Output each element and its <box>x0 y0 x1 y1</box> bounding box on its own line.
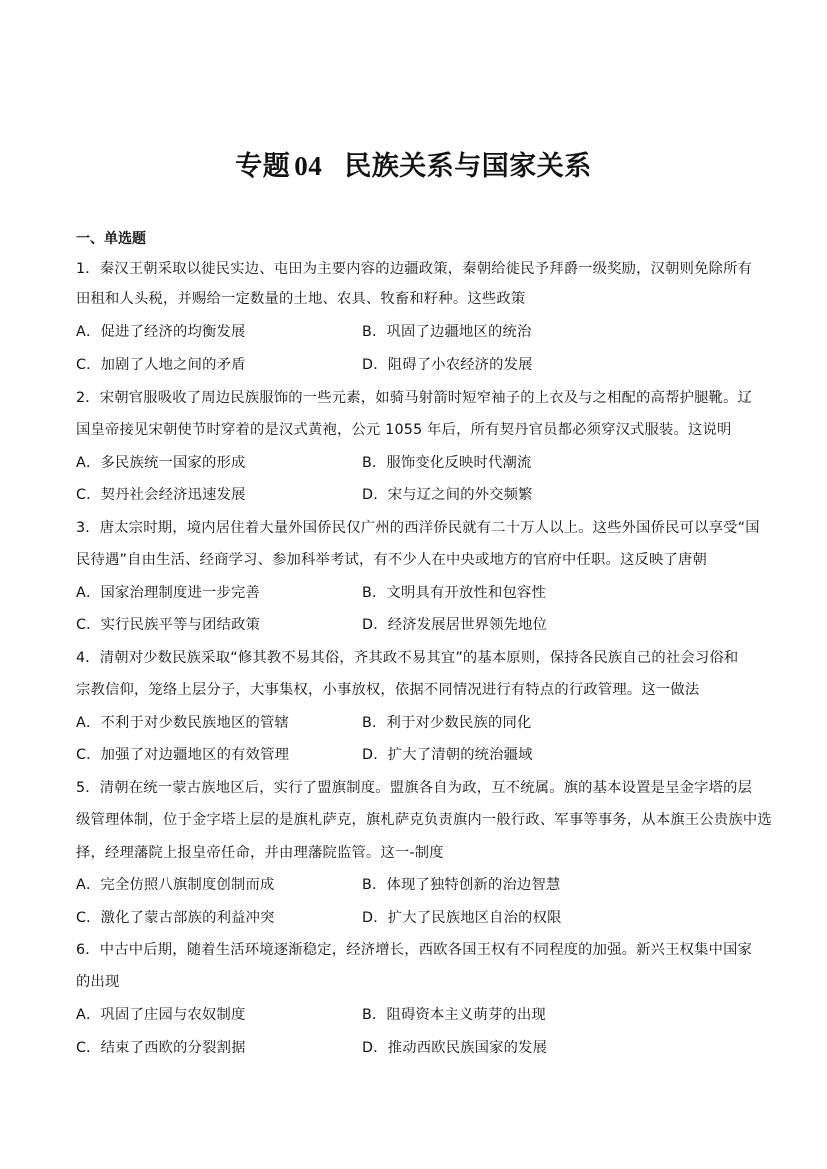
question-2-option-d: D．宋与辽之间的外交频繁 <box>362 487 533 503</box>
question-3-line-1: 3．唐太宗时期，境内居住着大量外国侨民仅广州的西洋侨民就有二十万人以上。这些外国侨民可以享受“国 <box>76 520 760 536</box>
question-1-line-2: 田租和人头税，并赐给一定数量的土地、农具、牧畜和籽种。这些政策 <box>76 291 526 307</box>
question-6-option-d: D．推动西欧民族国家的发展 <box>362 1040 548 1056</box>
question-5-line-1: 5．清朝在统一蒙古族地区后，实行了盟旗制度。盟旗各自为政，互不统属。旗的基本设置是呈金字塔的层 <box>76 780 753 796</box>
question-1-option-c: C．加剧了人地之间的矛盾 <box>76 357 246 373</box>
question-2-line-2: 国皇帝接见宋朝使节时穿着的是汉式黄袍，公元 1055 年后，所有契丹官员都必须穿汉式服装。这说明 <box>76 422 732 438</box>
question-1-option-d: D．阻碍了小农经济的发展 <box>362 357 533 373</box>
question-5-line-2: 级管理体制，位于金字塔上层的是旗札萨克，旗札萨克负责旗内一般行政、军事等事务，从本旗王公贵族中选 <box>76 812 772 828</box>
question-2-option-b: B．服饰变化反映时代潮流 <box>362 455 532 471</box>
question-5-line-3: 择，经理藩院上报皇帝任命，并由理藩院监管。这一-制度 <box>76 845 444 861</box>
question-1-option-a: A．促进了经济的均衡发展 <box>76 324 246 340</box>
question-3-option-d: D．经济发展居世界领先地位 <box>362 617 548 633</box>
question-6-line-2: 的出现 <box>76 974 120 990</box>
question-3-line-2: 民待遇”自由生活、经商学习、参加科举考试，有不少人在中央或地方的官府中任职。这反映了唐朝 <box>76 552 707 568</box>
title-prefix: 专题 <box>235 151 291 182</box>
question-5-option-c: C．激化了蒙古部族的利益冲突 <box>76 910 275 926</box>
question-3-option-a: A．国家治理制度进一步完善 <box>76 585 260 601</box>
question-4-option-b: B．利于对少数民族的同化 <box>362 715 532 731</box>
question-5-option-a: A．完全仿照八旗制度创制而成 <box>76 877 275 893</box>
question-4-option-c: C．加强了对边疆地区的有效管理 <box>76 747 290 763</box>
question-2-option-a: A．多民族统一国家的形成 <box>76 455 246 471</box>
question-4-line-2: 宗教信仰，笼络上层分子，大事集权，小事放权，依据不同情况进行有特点的行政管理。这一做法 <box>76 682 700 698</box>
question-3-option-c: C．实行民族平等与团结政策 <box>76 617 261 633</box>
question-4-option-a: A．不利于对少数民族地区的管辖 <box>76 715 289 731</box>
section-heading: 一、单选题 <box>76 231 146 247</box>
question-2-line-1: 2．宋朝官服吸收了周边民族服饰的一些元素，如骑马射箭时短窄袖子的上衣及与之相配的高帮护腿靴。辽 <box>76 390 753 406</box>
question-6-option-a: A．巩固了庄园与农奴制度 <box>76 1007 246 1023</box>
question-5-option-d: D．扩大了民族地区自治的权限 <box>362 910 562 926</box>
question-1-option-b: B．巩固了边疆地区的统治 <box>362 324 532 340</box>
question-2-option-c: C．契丹社会经济迅速发展 <box>76 487 246 503</box>
question-3-option-b: B．文明具有开放性和包容性 <box>362 585 546 601</box>
question-4-line-1: 4．清朝对少数民族采取“修其教不易其俗，齐其政不易其宜”的基本原则，保持各民族自己的社会习俗和 <box>76 650 739 666</box>
title-text: 民族关系与国家关系 <box>344 151 592 182</box>
question-4-option-d: D．扩大了清朝的统治疆域 <box>362 747 533 763</box>
question-1-line-1: 1．秦汉王朝采取以徙民实边、屯田为主要内容的边疆政策，秦朝给徙民予拜爵一级奖励，汉朝则免除所有 <box>76 261 753 277</box>
question-5-option-b: B．体现了独特创新的治边智慧 <box>362 877 561 893</box>
question-6-option-b: B．阻碍资本主义萌芽的出现 <box>362 1007 546 1023</box>
title-number: 04 <box>294 151 323 181</box>
question-6-option-c: C．结束了西欧的分裂割据 <box>76 1040 246 1056</box>
page-title <box>0 144 827 183</box>
question-6-line-1: 6．中古中后期，随着生活环境逐渐稳定，经济增长，西欧各国王权有不同程度的加强。新兴王权集中国家 <box>76 942 753 958</box>
